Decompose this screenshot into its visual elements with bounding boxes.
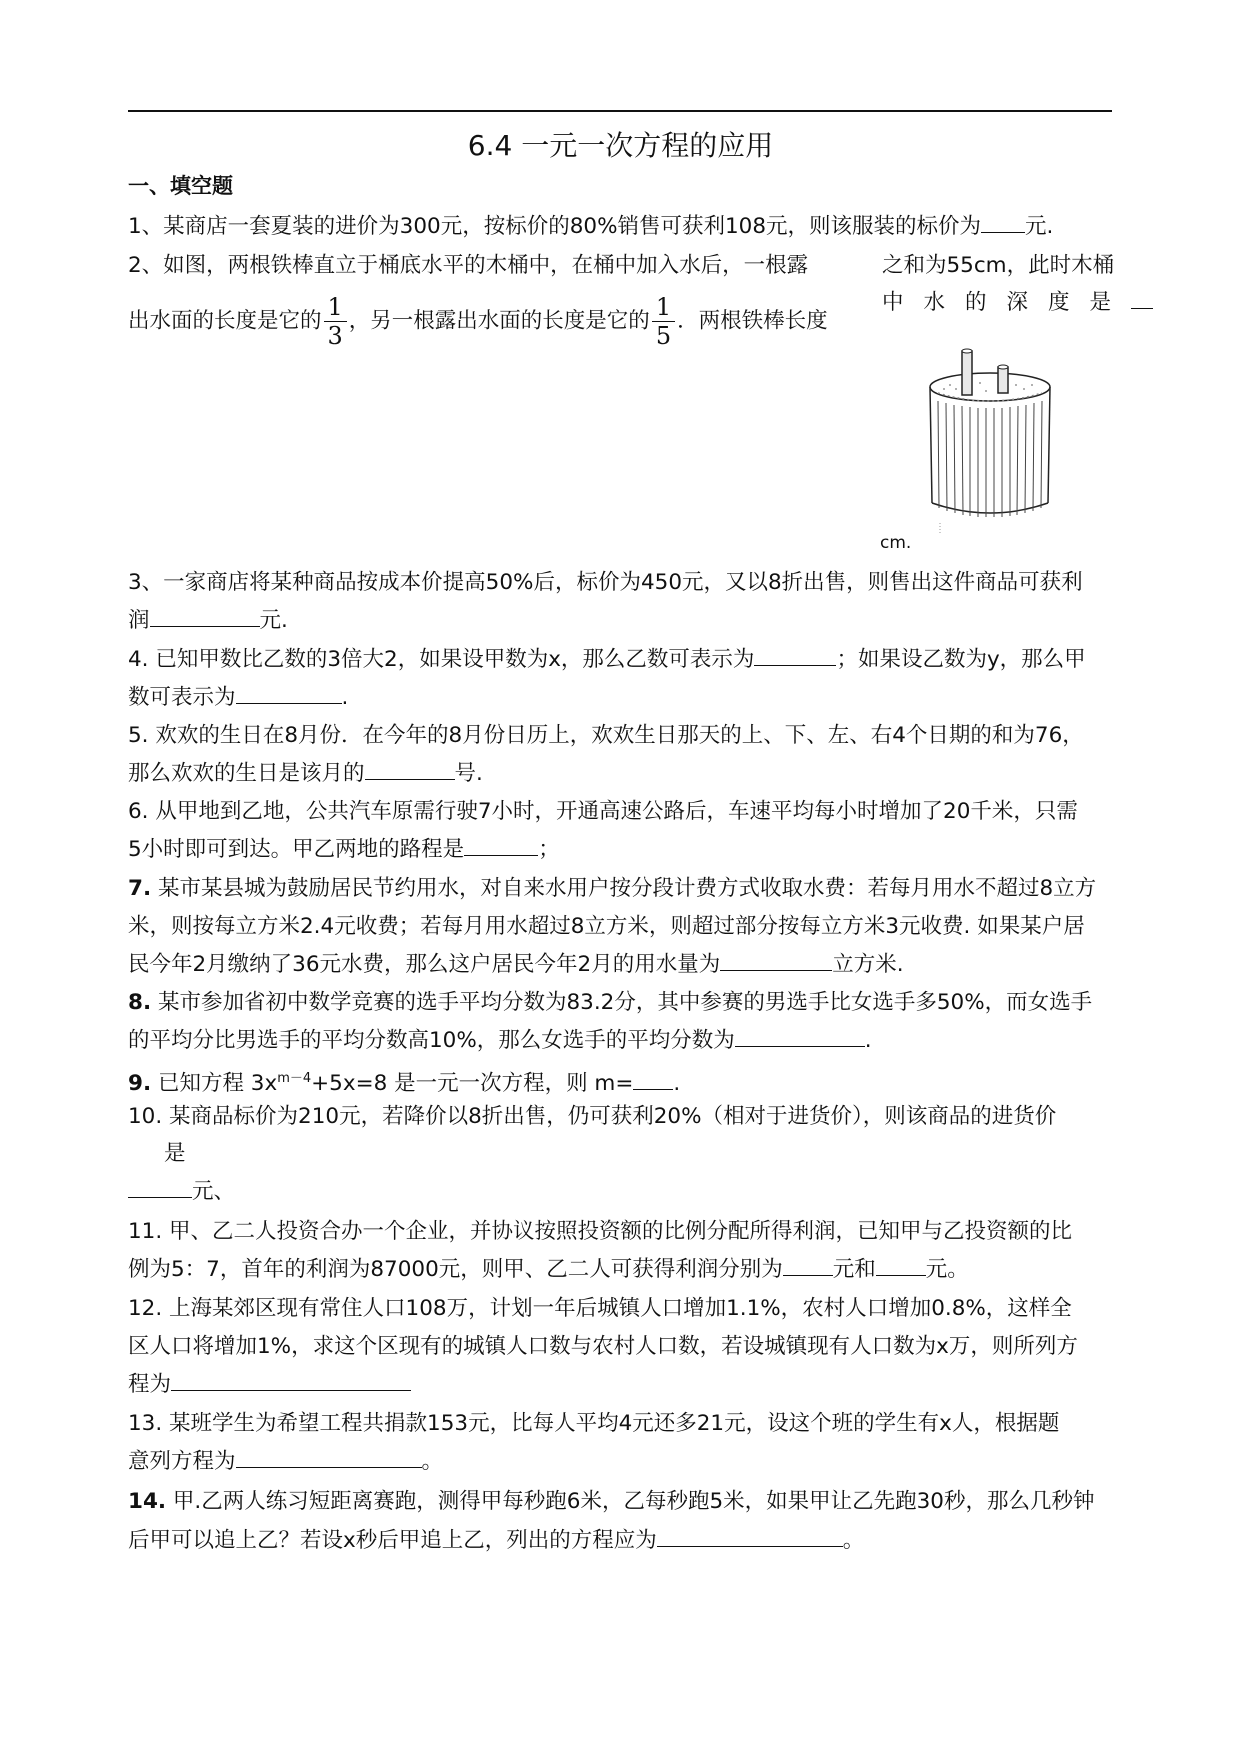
answer-blank[interactable]	[236, 683, 342, 704]
question-13-line-2: 意列方程为 。	[128, 1449, 444, 1474]
answer-blank[interactable]	[720, 950, 832, 971]
question-3-line-1: 3、一家商店将某种商品按成本价提高50%后，标价为450元，又以8折出售，则售出这件商品可获利	[128, 570, 1083, 595]
question-2-line-1: 2、如图，两根铁棒直立于桶底水平的木桶中，在桶中加入水后，一根露	[128, 253, 809, 278]
question-13-line-1: 13. 某班学生为希望工程共捐款153元，比每人平均4元还多21元，设这个班的学生有x人，根据题	[128, 1411, 1060, 1436]
question-8-line-2: 的平均分比男选手的平均分数高10%，那么女选手的平均分数为 .	[128, 1028, 872, 1053]
question-14-line-2: 后甲可以追上乙？若设x秒后甲追上乙，列出的方程应为 。	[128, 1528, 865, 1553]
answer-blank[interactable]	[876, 1255, 926, 1276]
answer-blank[interactable]	[171, 1370, 411, 1391]
answer-blank[interactable]	[735, 1026, 865, 1047]
answer-blank[interactable]	[365, 759, 455, 780]
question-12-line-1: 12. 上海某郊区现有常住人口108万，计划一年后城镇人口增加1.1%，农村人口增加0.8%，这样全	[128, 1296, 1072, 1321]
answer-blank[interactable]	[633, 1069, 673, 1090]
question-9: 9. 已知方程 $3x^{m-4}+5x=8$ 是一元一次方程，则 m= .	[128, 1071, 681, 1097]
question-4-line-1: 4. 已知甲数比乙数的3倍大2，如果设甲数为x，那么乙数可表示为 ；如果设乙数为y，那么甲	[128, 647, 1086, 672]
question-3-line-2: 润 元.	[128, 608, 288, 633]
answer-blank[interactable]	[236, 1447, 422, 1468]
question-12-line-2: 区人口将增加1%，求这个区现有的城镇人口数与农村人口数，若设城镇现有人口数为x万，则所列方	[128, 1334, 1078, 1359]
question-4-line-2: 数可表示为 .	[128, 685, 349, 710]
question-11-line-1: 11. 甲、乙二人投资合办一个企业，并协议按照投资额的比例分配所得利润，已知甲与乙投资额的比	[128, 1219, 1073, 1244]
bucket-figure	[920, 345, 1060, 535]
question-10-line-2: 是	[164, 1141, 186, 1166]
section-heading: 一、填空题	[128, 174, 233, 198]
question-12-line-3: 程为	[128, 1370, 411, 1400]
answer-blank[interactable]	[150, 606, 260, 627]
question-10-line-1: 10. 某商品标价为210元，若降价以8折出售，仍可获利20%（相对于进货价），则该商品的进货价	[128, 1104, 1057, 1129]
question-2-right-2: 中水的深度是	[882, 288, 1153, 318]
question-2-line-2: 出水面的长度是它的 $\frac{1}{3}$ ，另一根露出水面的长度是它的 $\frac{1}{5}$ ．两根铁棒长度	[128, 293, 828, 350]
question-10-line-3: 元、	[128, 1177, 235, 1207]
answer-blank[interactable]	[981, 212, 1025, 233]
header-rule	[128, 110, 1112, 112]
question-11-line-2: 例为5：7，首年的利润为87000元，则甲、乙二人可获得利润分别为 元和 元。	[128, 1257, 969, 1282]
question-7-line-3: 民今年2月缴纳了36元水费，那么这户居民今年2月的用水量为 立方米.	[128, 952, 904, 977]
question-6-line-1: 6. 从甲地到乙地，公共汽车原需行驶7小时，开通高速公路后，车速平均每小时增加了20千米，只需	[128, 799, 1078, 824]
answer-blank[interactable]	[1131, 288, 1153, 309]
question-5-line-1: 5. 欢欢的生日在8月份．在今年的8月份日历上，欢欢生日那天的上、下、左、右4个日期的和为76，	[128, 723, 1084, 748]
question-5-line-2: 那么欢欢的生日是该月的 号.	[128, 761, 483, 786]
fraction-one-third: $\frac{1}{3}$	[324, 293, 347, 350]
question-6-line-2: 5小时即可到达。甲乙两地的路程是 ；	[128, 837, 560, 862]
answer-blank[interactable]	[783, 1255, 833, 1276]
page-title: 6.4 一元一次方程的应用	[467, 129, 774, 162]
answer-blank[interactable]	[754, 645, 836, 666]
question-1: 1、某商店一套夏装的进价为300元，按标价的80%销售可获利108元，则该服装的标价为 元.	[128, 214, 1054, 239]
answer-blank[interactable]	[657, 1526, 843, 1547]
question-8-line-1: 8. 某市参加省初中数学竞赛的选手平均分数为83.2分，其中参赛的男选手比女选手多50%，而女选手	[128, 990, 1093, 1015]
question-2-unit: cm.	[880, 533, 912, 553]
answer-blank[interactable]	[464, 835, 538, 856]
question-2-right-1: 之和为55cm，此时木桶	[882, 253, 1115, 278]
question-7-line-1: 7. 某市某县城为鼓励居民节约用水，对自来水用户按分段计费方式收取水费：若每月用水不超过8立方	[128, 876, 1097, 901]
question-7-line-2: 米，则按每立方米2.4元收费；若每月用水超过8立方米，则超过部分按每立方米3元收费. 如果某户居	[128, 914, 1085, 939]
answer-blank[interactable]	[128, 1177, 192, 1198]
question-14-line-1: 14. 甲.乙两人练习短距离赛跑，测得甲每秒跑6米，乙每秒跑5米，如果甲让乙先跑30秒，那么几秒钟	[128, 1489, 1095, 1514]
fraction-one-fifth: $\frac{1}{5}$	[652, 293, 675, 350]
